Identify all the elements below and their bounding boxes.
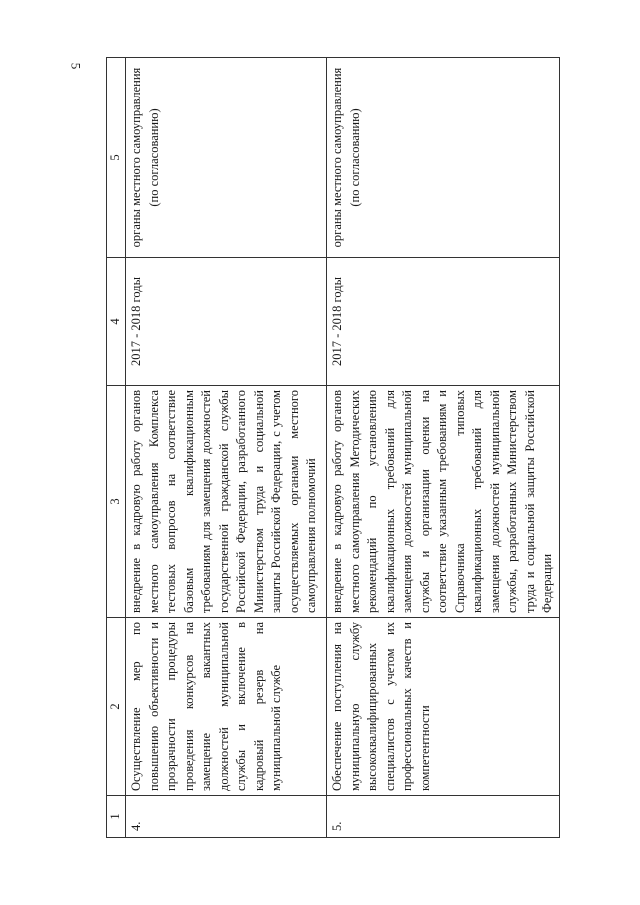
content-cell: внедрение в кадровую работу органов местного самоуправления Методических рекомендаций по установлению квалификационных требований для замещения должностей муниципальной службы и организации оценки на соответствие указанным требованиям и Справочника типовых квалификационных требований для замещения должностей муниципальной службы, разработанных Министерством труда и социальной защиты Российской Федерации xyxy=(327,386,560,618)
plan-table xyxy=(106,57,560,838)
event-cell: Обеспечение поступления на муниципальную службу высококвалифицированных специалистов с учетом их профессиональных качеств и компетентности xyxy=(327,618,560,796)
table-row xyxy=(126,58,327,838)
header-col-4: 4 xyxy=(107,258,126,386)
header-col-5: 5 xyxy=(107,58,126,258)
executor-cell: органы местного самоуправления (по согласованию) xyxy=(126,58,327,258)
row-number: 5. xyxy=(327,796,560,838)
period-cell: 2017 - 2018 годы xyxy=(126,258,327,386)
executor-cell: органы местного самоуправления (по согласованию) xyxy=(327,58,560,258)
page-number: 5 xyxy=(68,62,84,70)
header-col-1: 1 xyxy=(107,796,126,838)
row-number: 4. xyxy=(126,796,327,838)
rotated-table-container xyxy=(106,58,554,838)
header-col-3: 3 xyxy=(107,386,126,618)
period-cell: 2017 - 2018 годы xyxy=(327,258,560,386)
table-row xyxy=(327,58,560,838)
header-row xyxy=(107,58,126,838)
header-col-2: 2 xyxy=(107,618,126,796)
event-cell: Осуществление мер по повышению объективности и прозрачности процедуры проведения конкурсов на замещение вакантных должностей муниципальной службы и включение в кадровый резерв на муниципальной службе xyxy=(126,618,327,796)
content-cell: внедрение в кадровую работу органов местного самоуправления Комплекса тестовых вопросов на соответствие базовым квалификационным требованиям для замещения должностей государственной гражданской службы Российской Федерации, разработанного Министерством труда и социальной защиты Российской Федерации, с учетом осуществляемых органами местного самоуправления полномочий xyxy=(126,386,327,618)
